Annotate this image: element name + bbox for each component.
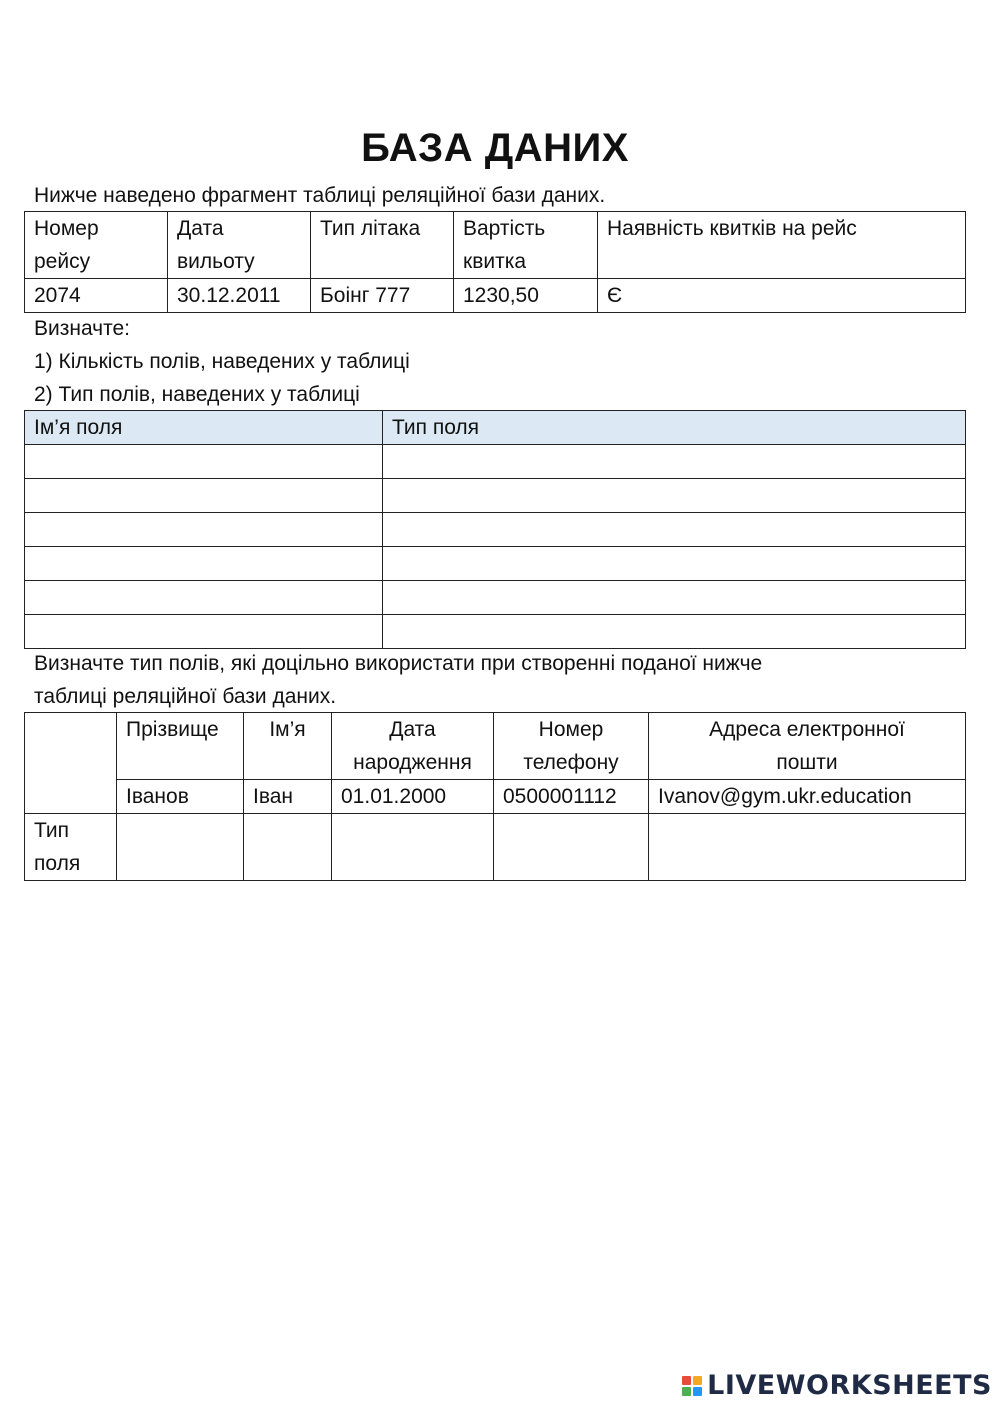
cell-departure-date: 30.12.2011 [168,279,311,313]
answer-field-name[interactable] [25,479,383,513]
header-surname: Прізвище [117,713,244,780]
answer-row [25,615,966,649]
header-ticket-price: Вартість квитка [454,212,598,279]
table-header-row [25,713,966,780]
header-field-name: Ім’я поля [25,411,383,445]
person-table [24,712,966,881]
answer-field-type[interactable] [383,513,966,547]
table-header-row [25,411,966,445]
table-header-row [25,212,966,279]
answer-row [25,581,966,615]
cell-birth-date: 01.01.2000 [332,780,494,814]
page-title: БАЗА ДАНИХ [361,126,629,170]
type-row [25,814,966,881]
cell-name: Іван [244,780,332,814]
header-birth-date: Дата народження [332,713,494,780]
table-row [25,780,966,814]
field-types-table [24,410,966,649]
cell-phone: 0500001112 [494,780,649,814]
logo-square-green [682,1387,691,1396]
answer-type-birth-date[interactable] [332,814,494,881]
answer-field-type[interactable] [383,445,966,479]
answer-field-type[interactable] [383,615,966,649]
answer-field-name[interactable] [25,547,383,581]
answer-type-email[interactable] [649,814,966,881]
answer-row [25,445,966,479]
cell-surname: Іванов [117,780,244,814]
task-3-text-line-1: Визначте тип полів, які доцільно використати при створенні поданої нижче [34,652,763,675]
answer-row [25,513,966,547]
intro-text: Нижче наведено фрагмент таблиці реляційної бази даних. [34,184,606,207]
answer-field-name[interactable] [25,445,383,479]
task-3-text-line-2: таблиці реляційної бази даних. [34,685,337,708]
answer-row [25,547,966,581]
header-aircraft-type: Тип літака [311,212,454,279]
task-2-text: 2) Тип полів, наведених у таблиці [34,383,360,406]
cell-ticket-price: 1230,50 [454,279,598,313]
answer-field-type[interactable] [383,479,966,513]
answer-field-type[interactable] [383,581,966,615]
answer-type-surname[interactable] [117,814,244,881]
header-phone: Номер телефону [494,713,649,780]
empty-corner-cell [25,713,117,814]
header-field-type: Тип поля [383,411,966,445]
header-flight-number: Номер рейсу [25,212,168,279]
table-row [25,279,966,313]
answer-type-name[interactable] [244,814,332,881]
answer-field-name[interactable] [25,615,383,649]
cell-ticket-availability: Є [598,279,966,313]
header-departure-date: Дата вильоту [168,212,311,279]
liveworksheets-logo [682,1370,992,1401]
cell-aircraft-type: Боінг 777 [311,279,454,313]
liveworksheets-logo-icon [682,1376,702,1396]
answer-type-phone[interactable] [494,814,649,881]
brand-text: LIVEWORKSHEETS [707,1370,992,1401]
answer-field-name[interactable] [25,513,383,547]
type-row-label: Тип поля [25,814,117,881]
header-email: Адреса електронної пошти [649,713,966,780]
header-name: Ім’я [244,713,332,780]
cell-email: Ivanov@gym.ukr.education [649,780,966,814]
task-1-text: 1) Кількість полів, наведених у таблиці [34,350,410,373]
answer-row [25,479,966,513]
answer-field-name[interactable] [25,581,383,615]
answer-field-type[interactable] [383,547,966,581]
task-label: Визначте: [34,317,131,340]
logo-square-red [682,1376,691,1385]
cell-flight-number: 2074 [25,279,168,313]
header-ticket-availability: Наявність квитків на рейс [598,212,966,279]
flights-table [24,211,966,313]
logo-square-blue [693,1387,702,1396]
logo-square-orange [693,1376,702,1385]
